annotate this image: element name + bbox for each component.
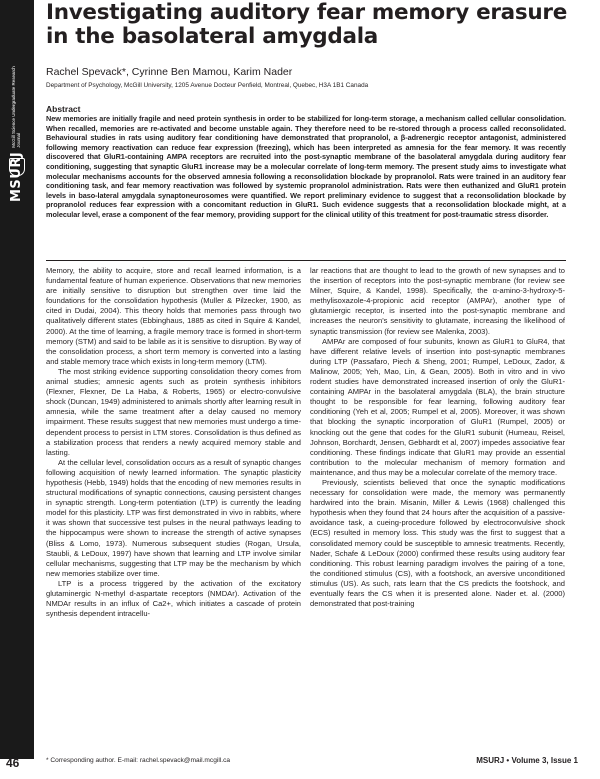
journal-logo: MSURJ xyxy=(8,151,24,202)
affiliation: Department of Psychology, McGill University, 1205 Avenue Docteur Penfield, Montreal, Quebec, H3A 1B1 Canada xyxy=(46,82,369,89)
body-column-right xyxy=(310,266,565,609)
article-title: Investigating auditory fear memory erasure in the basolateral amygdala xyxy=(46,0,567,49)
corresponding-author-footnote: * Corresponding author. E-mail: rachel.spevack@mail.mcgill.ca xyxy=(46,757,231,764)
abstract-text: New memories are initially fragile and need protein synthesis in order to be stabilized for long-term storage, a mechanism called cellular consolidation. When recalled, memories are re-activated and become unstable again. They therefore need to be re-stored through a process called reconsolidated. Behavioural studies in rats using auditory fear conditioning have demonstrated that propranolol, a β-adrenergic receptor antagonist, administered following memory reactivation can reduce fear expression (freezing), which has been interpreted as amnesia for the fear memory. It was recently discovered that GluR1-containing AMPA receptors are recruited into the post-synaptic membrane of the basolateral amygdala during auditory fear conditioning, suggesting that synaptic GluR1 increase may be a molecular correlate of long-term memory. The present study aims to investigate what molecular mechanisms accounts for the observed amnesia following a reconsolidation blockade by propranolol. Rats were trained in an auditory fear conditioning task, and fear memory reactivation was followed by systemic propranolol administration. Rats were then euthanized and GluR1 protein levels in baso-lateral amygdala synaptoneurosomes were quantified. We report preliminary evidence to suggest that a reconsolidation blockade by propranolol reduces fear expression with a concomitant reduction in GluR1. Such evidence suggests that a reconsolidation blockade might, at a molecular level, erase a component of the fear memory, providing support for the clinical utility of this treatment for post-traumatic stress disorder. xyxy=(46,114,566,219)
paragraph: lar reactions that are thought to lead to the growth of new synapses and to the insertion of receptors into the post-synaptic membrane (for review see Milner, Squire, & Kandel, 1998). Specifically, the α-amino-3-hydroxy-5-methylisoxazole-4-propionic acid receptor (AMPAr), another type of glutamiergic receptor, is inserted into the post-synaptic membrane and increases the neuron's sensitivity to glutamate, increasing the likelihood of synaptic transmission (for review see Malenka, 2003). xyxy=(310,266,565,336)
journal-tagline: McGill Science Undergraduate Research Journal xyxy=(11,66,21,148)
journal-footer: MSURJ • Volume 3, Issue 1 xyxy=(476,756,578,765)
paragraph: At the cellular level, consolidation occurs as a result of synaptic changes following acquisition of newly learned information. The synaptic plasticity hypothesis (Hebb, 1949) holds that the encoding of new memories results in structural modifications of synaptic connections, causing persistent changes in synaptic strength. Long-term potentiation (LTP) is currently the leading model for this plasticity. LTP was first demonstrated in vivo in rabbits, where it was shown that successive test pulses in the neural pathways leading to the hippocampus were shown to increase the strength of active synapses (Bliss & Lomo, 1973). Numerous subsequent studies (Rogan, Ursula, Staubli, & LeDoux, 1997) have shown that learning and LTP involve similar cellular mechanisms, suggesting that LTP may be the mechanism by which new memories stabilize over time. xyxy=(46,457,301,578)
journal-sidebar xyxy=(0,0,34,759)
section-divider xyxy=(46,260,566,261)
abstract-heading: Abstract xyxy=(46,104,81,114)
crest-icon xyxy=(9,158,25,176)
page-number: 46 xyxy=(6,756,20,770)
body-column-left xyxy=(46,266,301,619)
paragraph: The most striking evidence supporting consolidation theory comes from animal studies; amnesic agents such as protein synthesis inhibitors (Flexner, Flexner, De La Haba, & Roberts, 1965) or electro-convulsive shock (Duncan, 1949) administered to animals shortly after learning result in amnesia, while the same treatment after a delay caused no memory impairment. These results suggest that new memories must undergo a time-dependent process to persist in LTM stores. Consolidation is thus defined as a stabilization process that renders a newly acquired memory stable and lasting. xyxy=(46,366,301,457)
paragraph: LTP is a process triggered by the activation of the excitatory glutaminergic N-methyl d-aspartate receptors (NMDAr). Activation of the NMDAr results in an influx of Ca2+, which initiates a cascade of protein synthesis dependent intracellu- xyxy=(46,578,301,619)
paragraph: Memory, the ability to acquire, store and recall learned information, is a fundamental feature of human experience. Observations that new memories are initially sensitive to disruption but strengthen over time laid the foundations for the consolidation hypothesis (Muller & Pilzecker, 1900, as cited in Dudai, 2004). This theory holds that memories pass through two qualitatively different states (Ebbinghaus, 1885 as cited in Squire & Kandel, 2000). At the time of learning, a fragile memory trace is formed in short-term memory (STM) and said to be labile as it is sensitive to disruption. By way of the consolidation process, a short term memory is converted into a lasting and stable memory trace which exists in long-term memory (LTM). xyxy=(46,266,301,366)
authors: Rachel Spevack*, Cyrinne Ben Mamou, Karim Nader xyxy=(46,66,293,78)
paragraph: AMPAr are composed of four subunits, known as GluR1 to GluR4, that have different relative levels of insertion into post-synaptic membranes during LTP (Passafaro, Piech & Sheng, 2001; Rumpel, LeDoux, Zador, & Malinow, 2005; Yeh, Mao, Lin, & Gean, 2005). Both in vitro and in vivo rodent studies have demonstrated increased insertion of only the GluR1-containing AMPAr in the basolateral amygdala (BLA), the brain structure thought to be responsible for fear learning, following auditory fear conditioning (Yeh et al, 2005; Rumpel et al, 2005). Moreover, it was shown that blocking the synaptic incorporation of GluR1 (Rumpel, 2005) or knocking out the gene that codes for the GluR1 subunit (Humeau, Reisel, Johnson, Borchardt, Jensen, Gebhardt et al, 2007) impedes associative fear conditioning. These findings indicate that GluR1 may provide an essential contribution to the molecular mechanism of memory formation and maintenance, and thus may be a molecular correlate of the memory trace. xyxy=(310,336,565,477)
paragraph: Previously, scientists believed that once the synaptic modifications necessary for consolidation were made, the memory was permanently hardwired into the brain. Misanin, Miller & Lewis (1968) challenged this hypothesis when they found that 24 hours after the acquisition of a passive-avoidance task, a cueing-procedure followed by electroconvulsive shock (ECS) resulted in memory loss. This study was the first to suggest that a consolidated memory could be susceptible to amnesic treatments. Recently, Nader, Schafe & LeDoux (2000) confirmed these results using auditory fear conditioning. This robust learning paradigm involves the pairing of a tone, the conditioned stimulus (CS), with a footshock, an aversive unconditioned stimulus (US). As such, rats learn that the CS predicts the footshock, and eventually fears the CS when it is presented alone. Nader et. al. (2000) demonstrated that post-training xyxy=(310,477,565,609)
